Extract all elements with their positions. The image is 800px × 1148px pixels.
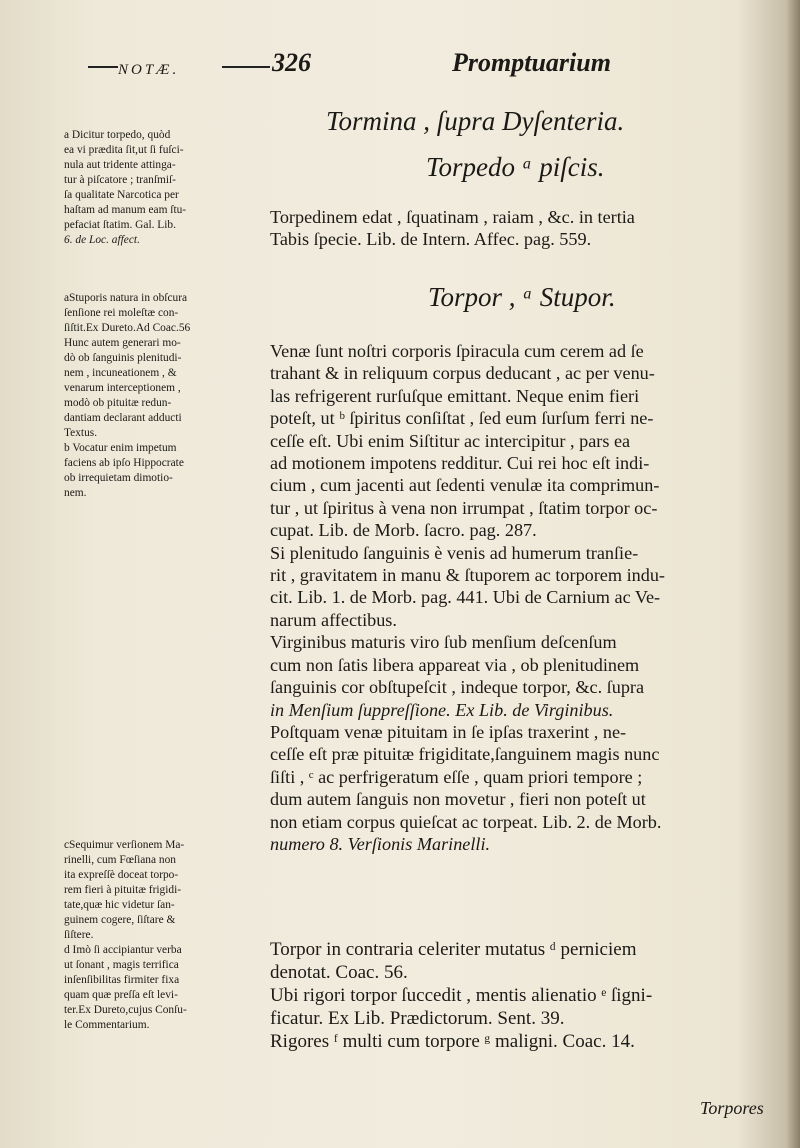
text-line: ſanguinis cor obſtupeſcit , indeque torpor, &c. ſupra: [270, 677, 645, 698]
note-line: venarum interceptionem ,: [64, 382, 181, 394]
note-line: faciens ab ipſo Hippocrate: [64, 457, 184, 469]
page-edge-shadow: [786, 0, 800, 1148]
text-line: Torpedinem edat , ſquatinam , raiam , &c. in tertia: [270, 207, 635, 227]
page-number: 326: [272, 48, 311, 77]
note-line: tate,quæ hic videtur ſan-: [64, 899, 175, 911]
text-line: narum affectibus.: [270, 609, 397, 630]
text-line: denotat. Coac. 56.: [270, 962, 408, 983]
note-line: dantiam declarant adducti: [64, 412, 182, 424]
note-line: le Commentarium.: [64, 1019, 150, 1031]
text-line: ſiſti , ᶜ ac perfrigeratum eſſe , quam priori tempore ;: [270, 766, 643, 787]
side-note-versio: [64, 838, 264, 1033]
text-line: trahant & in reliquum corpus deducant , ac per venu-: [270, 363, 655, 384]
text-line: cum non ſatis libera appareat via , ob plenitudinem: [270, 654, 640, 675]
note-line: rinelli, cum Fœſiana non: [64, 854, 176, 866]
text-line: Poſtquam venæ pituitam in ſe ipſas traxerint , ne-: [270, 721, 627, 742]
text-line: poteſt, ut ᵇ ſpiritus conſiſtat , ſed eum ſurſum ferri ne-: [270, 408, 654, 429]
torpor-paragraphs: [270, 340, 770, 855]
text-line: in Menſium ſuppreſſione. Ex Lib. de Virginibus.: [270, 699, 614, 720]
note-line: nem.: [64, 487, 87, 499]
text-line: tur , ut ſpiritus à vena non irrumpat , ſtatim torpor oc-: [270, 497, 658, 518]
side-note-stupor: [64, 291, 264, 501]
note-line: ſenſione rei moleſtæ con-: [64, 307, 179, 319]
text-line: Venæ ſunt noſtri corporis ſpiracula cum cerem ad ſe: [270, 341, 644, 361]
note-line: a Dicitur torpedo, quòd: [64, 129, 171, 141]
side-note-torpedo: [64, 128, 264, 248]
text-line: numero 8. Verſionis Marinelli.: [270, 833, 491, 854]
note-line: ob irrequietam dimotio-: [64, 472, 173, 484]
note-line: inſenſibilitas firmiter fixa: [64, 974, 180, 986]
note-line: aStuporis natura in obſcura: [64, 292, 188, 304]
text-line: Torpor in contraria celeriter mutatus ᵈ perniciem: [270, 939, 637, 960]
note-line: rem fieri à pituitæ frigidi-: [64, 884, 182, 896]
note-line: guinem cogere, ſiſtare &: [64, 914, 176, 926]
text-line: Si plenitudo ſanguinis è venis ad humerum tranſie-: [270, 542, 639, 563]
page-header: [0, 44, 800, 84]
text-line: non etiam corpus quieſcat ac torpeat. Lib. 2. de Morb.: [270, 811, 662, 832]
text-line: las refrigerent rurſuſque emittant. Neque enim fieri: [270, 385, 640, 406]
header-rule-mid: [222, 66, 270, 68]
heading-tormina: Tormina , ſupra Dyſenteria.: [326, 106, 625, 136]
note-line: b Vocatur enim impetum: [64, 442, 177, 454]
running-title: Promptuarium: [452, 48, 611, 77]
note-line: tur à piſcatore ; tranſmiſ-: [64, 174, 176, 186]
note-line: ita expreſſè doceat torpo-: [64, 869, 179, 881]
note-line: haſtam ad manum eam ſtu-: [64, 204, 187, 216]
note-line: ſiſtere.: [64, 929, 94, 941]
note-line: ſiſtit.Ex Dureto.Ad Coac.56: [64, 322, 191, 334]
torpedo-paragraph: [270, 206, 770, 251]
note-line: Textus.: [64, 427, 98, 439]
note-line: ea vi prædita ſit,ut ſi fuſci-: [64, 144, 184, 156]
text-line: dum autem ſanguis non movetur , fieri non poteſt ut: [270, 789, 646, 810]
note-line: 6. de Loc. affect.: [64, 234, 140, 246]
note-line: dò ob ſanguinis plenitudi-: [64, 352, 182, 364]
note-line: ſa qualitate Narcotica per: [64, 189, 179, 201]
note-line: nula aut tridente attinga-: [64, 159, 176, 171]
catchword: Torpores: [700, 1098, 764, 1118]
text-line: rit , gravitatem in manu & ſtuporem ac torporem indu-: [270, 565, 665, 586]
text-line: cit. Lib. 1. de Morb. pag. 441. Ubi de Carnium ac Ve-: [270, 587, 661, 608]
text-line: cium , cum jacenti aut ſedenti venulæ ita comprimun-: [270, 475, 660, 496]
text-line: cupat. Lib. de Morb. ſacro. pag. 287.: [270, 520, 537, 541]
note-line: quam quæ preſſa eſt levi-: [64, 989, 178, 1001]
heading-torpedo: Torpedo ᵃ piſcis.: [426, 152, 605, 182]
text-line: ceſſe eſt. Ubi enim Siſtitur ac intercipitur , pars ea: [270, 430, 631, 451]
rigor-paragraphs: [270, 938, 770, 1053]
header-notae: NOTÆ.: [118, 62, 180, 78]
text-line: ficatur. Ex Lib. Prædictorum. Sent. 39.: [270, 1008, 565, 1029]
text-line: Rigores ᶠ multi cum torpore ᵍ maligni. Coac. 14.: [270, 1031, 635, 1052]
note-line: Hunc autem generari mo-: [64, 337, 181, 349]
text-line: ceſſe eſt præ pituitæ frigiditate,ſanguinem magis nunc: [270, 744, 660, 765]
text-line: Tabis ſpecie. Lib. de Intern. Affec. pag. 559.: [270, 229, 592, 250]
note-line: pefaciat ſtatim. Gal. Lib.: [64, 219, 176, 231]
header-rule-left: [88, 66, 118, 68]
heading-torpor: Torpor , ᵃ Stupor.: [428, 282, 616, 312]
note-line: ut ſonant , magis terrifica: [64, 959, 179, 971]
note-line: modò ob pituitæ redun-: [64, 397, 172, 409]
note-line: nem , incuneationem , &: [64, 367, 177, 379]
text-line: Virginibus maturis viro ſub menſium deſcenſum: [270, 632, 617, 653]
note-line: d Imò ſi accipiantur verba: [64, 944, 182, 956]
note-line: ter.Ex Dureto,cujus Conſu-: [64, 1004, 187, 1016]
text-line: Ubi rigori torpor ſuccedit , mentis alienatio ᵉ ſigni-: [270, 985, 653, 1006]
text-line: ad motionem impotens redditur. Cui rei hoc eſt indi-: [270, 453, 650, 474]
note-line: cSequimur verſionem Ma-: [64, 839, 185, 851]
